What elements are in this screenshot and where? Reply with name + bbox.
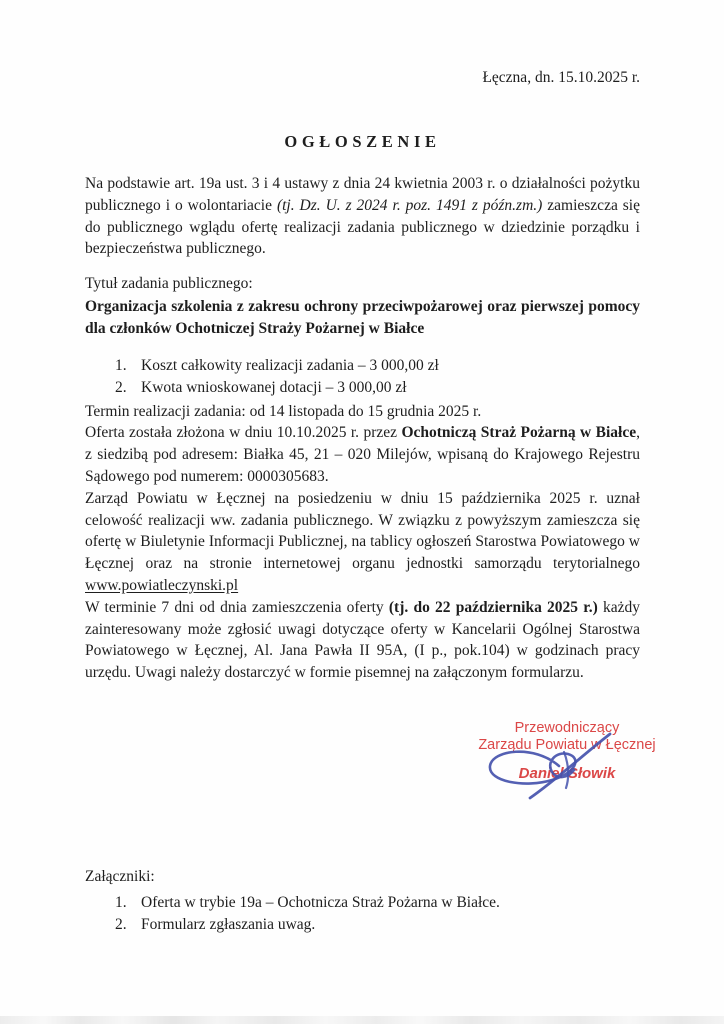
list-item bbox=[85, 377, 640, 399]
attachments-label: Załączniki: bbox=[85, 867, 155, 885]
list-item-number: 2. bbox=[115, 378, 127, 396]
attachment-item-text: Oferta w trybie 19a – Ochotnicza Straż Pożarna w Białce. bbox=[141, 893, 500, 911]
attachments-section bbox=[85, 866, 640, 936]
website-link[interactable]: www.powiatleczynski.pl bbox=[85, 576, 239, 594]
cost-list bbox=[85, 355, 640, 399]
intro-paragraph bbox=[85, 173, 640, 260]
list-item-number: 1. bbox=[115, 356, 127, 374]
deadline-paragraph bbox=[85, 597, 640, 684]
intro-legal-reference: (tj. Dz. U. z 2024 r. poz. 1491 z późn.zm.) bbox=[276, 196, 543, 214]
deadline-text-1: W terminie 7 dni od dnia zamieszczenia oferty bbox=[85, 598, 389, 616]
signature-role-line1: Przewodniczący bbox=[514, 719, 620, 736]
offer-text-2: , z siedzibą pod adresem: Białka 45, 21 – 020 Milejów, wpisaną do Krajowego Rejestru Sądowego pod numerem: 0000305683. bbox=[85, 424, 640, 485]
attachment-item-number: 2. bbox=[115, 915, 127, 933]
task-title-label: Tytuł zadania publicznego: bbox=[85, 275, 253, 293]
document-title: OGŁOSZENIE bbox=[284, 132, 441, 151]
term-line: Termin realizacji zadania: od 14 listopada do 15 grudnia 2025 r. bbox=[85, 402, 482, 420]
signature-block bbox=[436, 720, 698, 782]
board-paragraph bbox=[85, 488, 640, 597]
board-text: Zarząd Powiatu w Łęcznej na posiedzeniu w dniu 15 października 2025 r. uznał celowość realizacji ww. zadania publicznego. W związku z powyższym zamieszcza się ofertę w Biuletynie Informacji Publicznej, na tablicy ogłoszeń Starostwa Powiatowego w Łęcznej oraz na stronie internetowej organu jednostki samorządu terytorialnego bbox=[85, 489, 640, 573]
offer-organization-name: Ochotniczą Straż Pożarną w Białce bbox=[401, 424, 637, 442]
deadline-text-2: każdy zainteresowany może zgłosić uwagi dotyczące oferty w Kancelarii Ogólnej Starostwa Powiatowego w Łęcznej, Al. Jana Pawła II 95A, (I p., pok.104) w godzinach pracy urzędu. Uwagi należy dostarczyć w formie pisemnej na załączonym formularzu. bbox=[85, 598, 640, 682]
intro-text-2: zamieszcza się do publicznego wglądu ofertę realizacji zadania publicznego w dziedzinie porządku i bezpieczeństwa publicznego. bbox=[85, 196, 640, 258]
list-item bbox=[85, 355, 640, 377]
attachment-item-number: 1. bbox=[115, 893, 127, 911]
task-title: Organizacja szkolenia z zakresu ochrony przeciwpożarowej oraz pierwszej pomocy dla członków Ochotniczej Straży Pożarnej w Białce bbox=[85, 297, 640, 337]
attachment-item-text: Formularz zgłaszania uwag. bbox=[141, 915, 316, 933]
scan-artifact-bottom-edge bbox=[0, 1016, 724, 1024]
deadline-date-bold: (tj. do 22 października 2025 r.) bbox=[388, 598, 598, 616]
signatory-name: Daniel Słowik bbox=[518, 764, 616, 782]
intro-text-1: Na podstawie art. 19a ust. 3 i 4 ustawy z dnia 24 kwietnia 2003 r. o działalności pożytku publicznego i o wolontariacie bbox=[85, 175, 640, 214]
attachment-item bbox=[85, 914, 640, 936]
list-item-text: Koszt całkowity realizacji zadania – 3 000,00 zł bbox=[141, 356, 439, 374]
offer-text-1: Oferta została złożona w dniu 10.10.2025 r. przez bbox=[85, 424, 402, 442]
list-item-text: Kwota wnioskowanej dotacji – 3 000,00 zł bbox=[141, 378, 407, 396]
offer-paragraph bbox=[85, 422, 640, 487]
attachments-list bbox=[85, 892, 640, 936]
date-line: Łęczna, dn. 15.10.2025 r. bbox=[482, 69, 640, 86]
attachment-item bbox=[85, 892, 640, 914]
signature-role-line2: Zarządu Powiatu w Łęcznej bbox=[478, 736, 656, 753]
